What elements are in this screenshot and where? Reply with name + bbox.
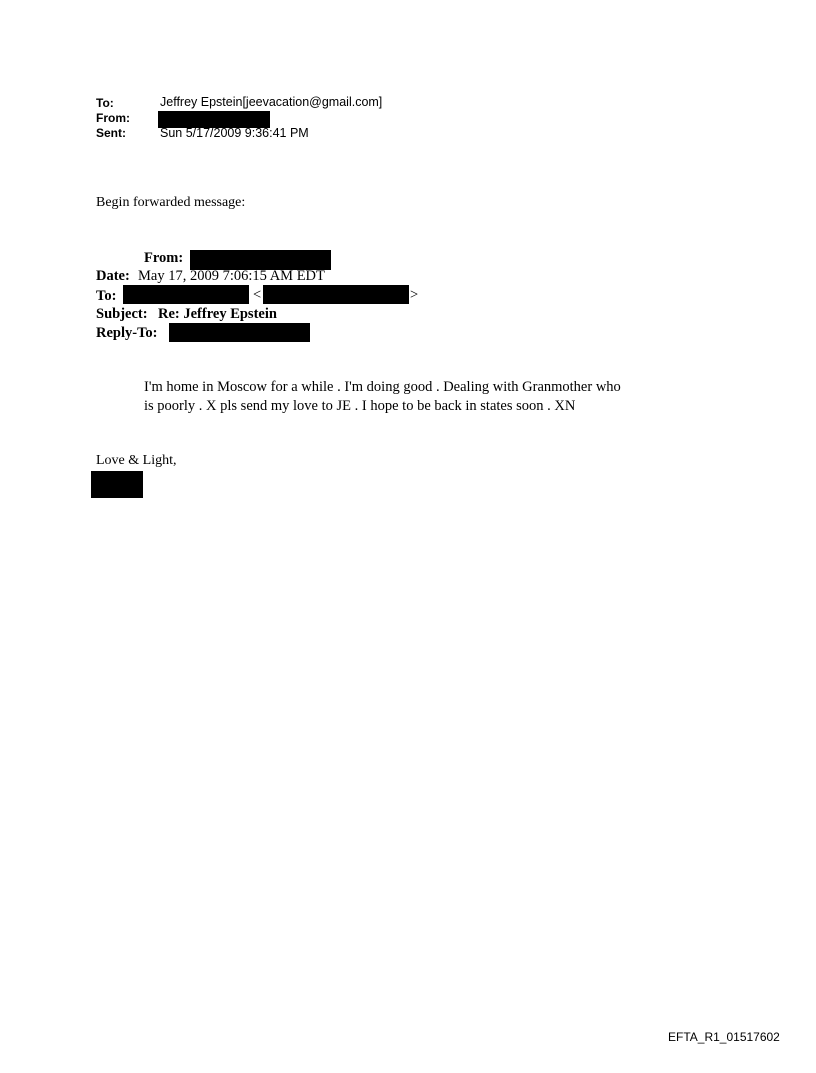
header-sent-value: Sun 5/17/2009 9:36:41 PM (160, 126, 309, 140)
header-to-label: To: (96, 96, 114, 110)
fwd-to-label: To: (96, 288, 117, 304)
fwd-subject-value: Re: Jeffrey Epstein (158, 306, 277, 322)
message-line-2: is poorly . X pls send my love to JE . I hope to be back in states soon . XN (144, 398, 576, 414)
fwd-from-redaction (190, 250, 331, 270)
signature-redaction (91, 471, 143, 498)
header-sent-label: Sent: (96, 126, 126, 140)
fwd-to-lt: < (253, 287, 262, 303)
fwd-to-email-redaction (263, 285, 409, 304)
fwd-subject-label: Subject: (96, 306, 148, 322)
message-line-1: I'm home in Moscow for a while . I'm doing good . Dealing with Granmother who (144, 379, 621, 395)
fwd-date-value: May 17, 2009 7:06:15 AM EDT (138, 268, 325, 284)
signoff: Love & Light, (96, 453, 177, 468)
fwd-replyto-label: Reply-To: (96, 325, 158, 341)
header-to-value: Jeffrey Epstein[jeevacation@gmail.com] (160, 95, 383, 109)
fwd-date-label: Date: (96, 268, 130, 284)
fwd-from-label: From: (144, 250, 184, 266)
forward-intro: Begin forwarded message: (96, 195, 246, 210)
fwd-to-name-redaction (123, 285, 249, 304)
bates-number: EFTA_R1_01517602 (668, 1030, 780, 1044)
fwd-to-gt: > (410, 287, 419, 303)
header-from-label: From: (96, 111, 130, 125)
fwd-replyto-redaction (169, 323, 310, 342)
